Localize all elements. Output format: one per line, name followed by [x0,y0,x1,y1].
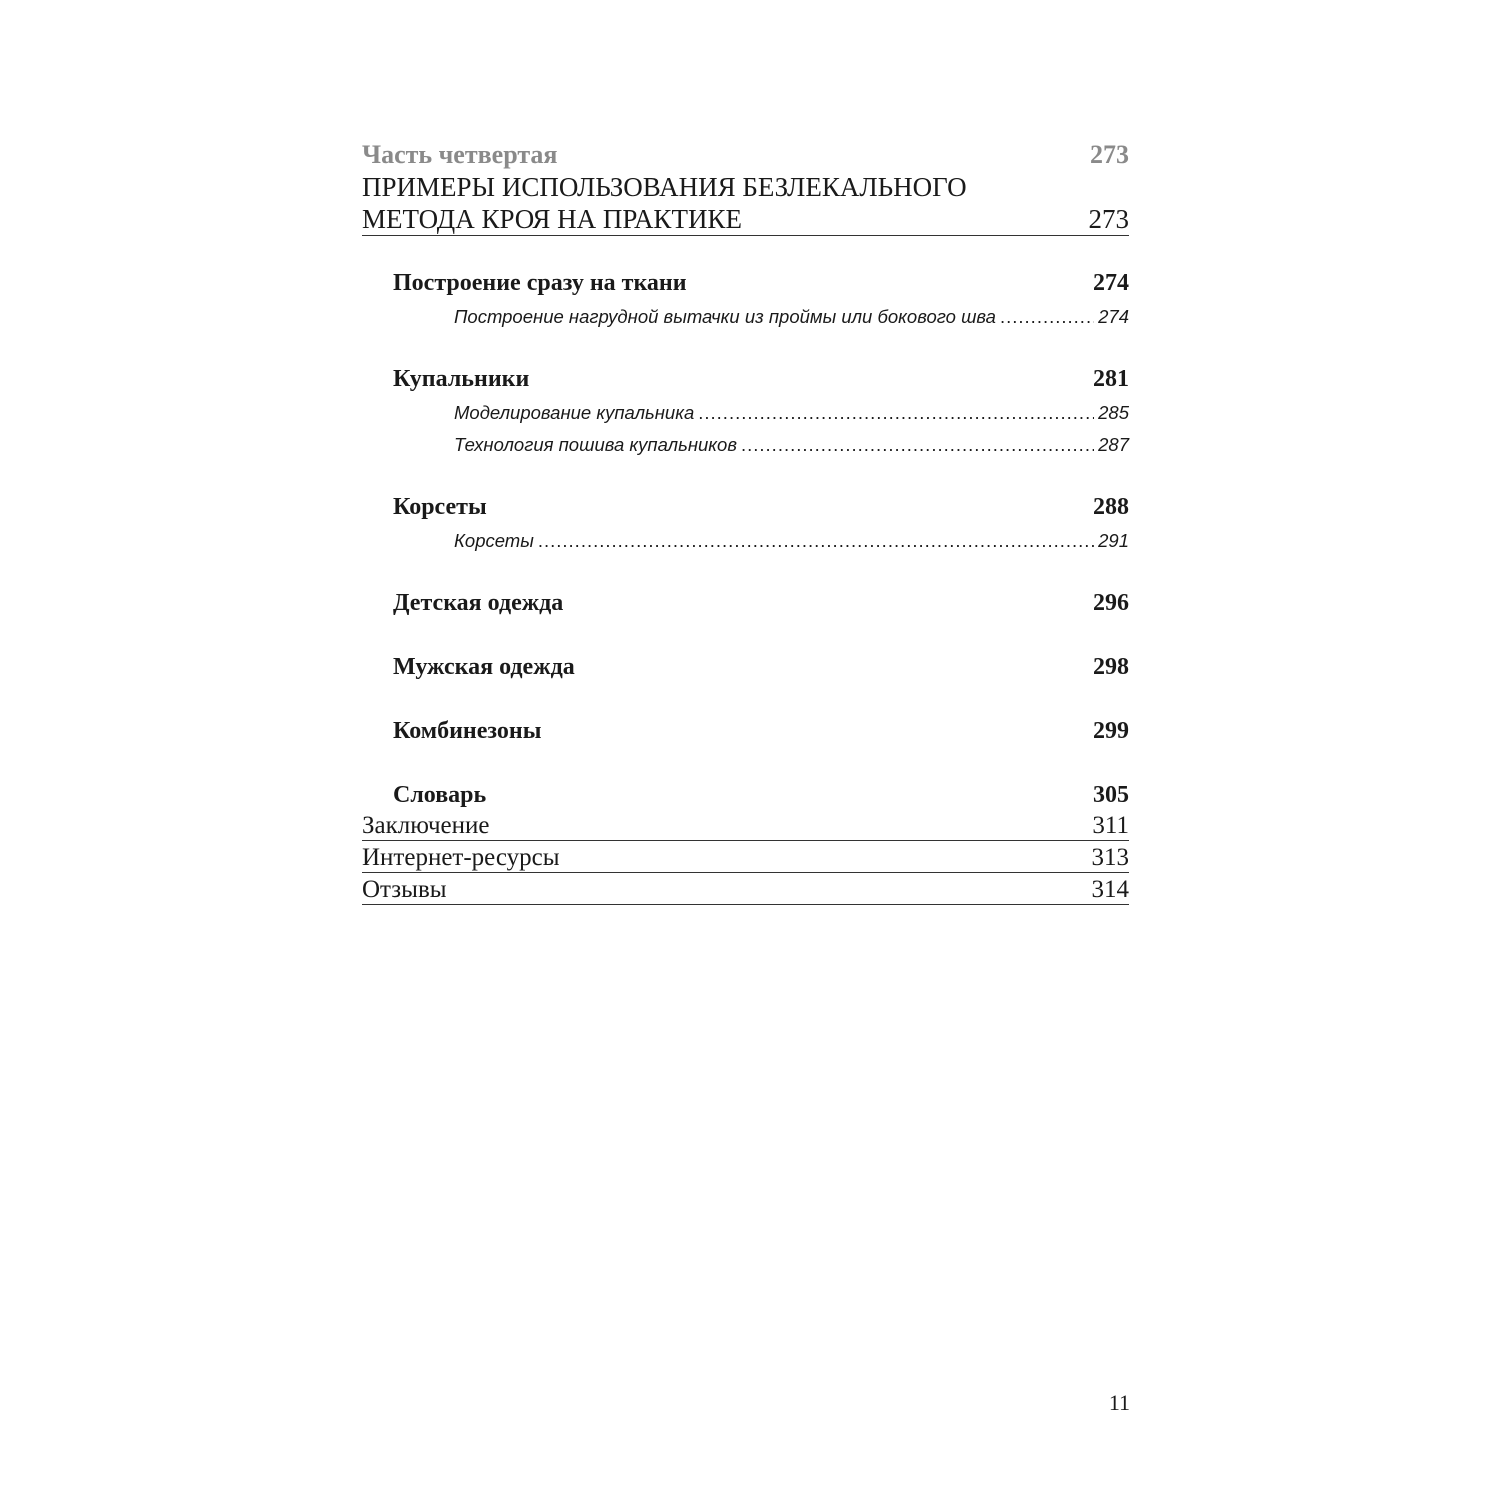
toc-section-row[interactable] [393,718,1129,745]
toc-section-row[interactable] [393,366,1129,393]
toc-subsection-page: 287 [1098,434,1129,455]
toc-backmatter-row[interactable] [362,812,1129,841]
toc-backmatter-title: Интернет-ресурсы [362,844,560,871]
part-title-line1-row [362,172,1129,203]
toc-section-title: Комбинезоны [393,718,542,744]
toc-section-row[interactable] [393,270,1129,297]
toc-section-title: Построение сразу на ткани [393,270,687,296]
toc-section-page: 298 [1093,654,1129,680]
part-title-page: 273 [1088,204,1129,234]
toc-subsection-title: Корсеты [454,530,534,551]
toc-subsection-page: 291 [1098,530,1129,551]
toc-subsection-row[interactable] [454,306,1129,328]
toc-section-title: Мужская одежда [393,654,575,680]
part-label-page: 273 [1090,140,1129,169]
toc-section-page: 274 [1093,270,1129,296]
toc-backmatter-page: 311 [1092,812,1129,839]
toc-section-page: 299 [1093,718,1129,744]
toc-backmatter-row[interactable] [362,844,1129,873]
dot-leader [538,530,1094,552]
dot-leader [698,402,1094,424]
dot-leader [741,434,1094,456]
toc-section-title: Детская одежда [393,590,564,616]
toc-backmatter-page: 313 [1091,844,1129,871]
toc-backmatter-title: Отзывы [362,876,447,903]
dot-leader [1000,306,1094,328]
toc-section-row[interactable] [393,782,1129,809]
toc-subsection-title: Моделирование купальника [454,402,695,423]
part-label: Часть четвертая [362,140,558,169]
toc-subsection-row[interactable] [454,530,1129,552]
toc-section-page: 296 [1093,590,1129,616]
part-title-line1: ПРИМЕРЫ ИСПОЛЬЗОВАНИЯ БЕЗЛЕКАЛЬНОГО [362,172,967,202]
part-title-line2: МЕТОДА КРОЯ НА ПРАКТИКЕ [362,204,742,234]
toc-section-title: Словарь [393,782,487,808]
toc-section-title: Купальники [393,366,530,392]
part-title-line2-row [362,204,1129,236]
toc-subsection-page: 274 [1098,306,1129,327]
toc-section-row[interactable] [393,590,1129,617]
toc-backmatter-page: 314 [1091,876,1129,903]
toc-section-title: Корсеты [393,494,487,520]
toc-subsection-row[interactable] [454,434,1129,456]
toc-backmatter-row[interactable] [362,876,1129,905]
toc-section-row[interactable] [393,494,1129,521]
toc-backmatter-title: Заключение [362,812,490,839]
toc-section-page: 288 [1093,494,1129,520]
toc-subsection-title: Технология пошива купальников [454,434,737,455]
toc-subsection-row[interactable] [454,402,1129,424]
toc-section-page: 281 [1093,366,1129,392]
part-label-row [362,140,1129,170]
toc-section-page: 305 [1093,782,1129,808]
toc-section-row[interactable] [393,654,1129,681]
toc-subsection-page: 285 [1098,402,1129,423]
toc-subsection-title: Построение нагрудной вытачки из проймы или бокового шва [454,306,996,327]
page-number: 11 [1108,1390,1130,1415]
